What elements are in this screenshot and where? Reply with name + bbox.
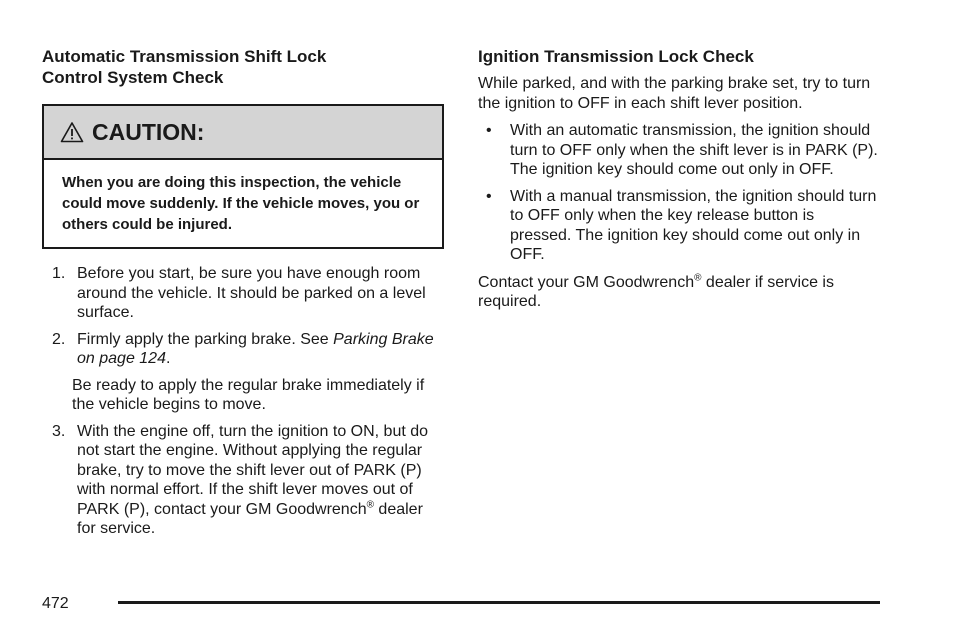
caution-box <box>42 104 444 249</box>
left-column <box>42 46 444 539</box>
intro-paragraph: While parked, and with the parking brake set, try to turn the ignition to OFF in each shift lever position. <box>478 75 871 112</box>
section-heading-ignition-lock: Ignition Transmission Lock Check <box>478 47 754 66</box>
bullet-glyph: • <box>486 187 492 205</box>
page-number: 472 <box>42 595 69 612</box>
heading-line-2: Control System Check <box>42 68 224 87</box>
contact-text: Contact your GM Goodwrench <box>478 273 695 291</box>
warning-triangle-icon <box>60 121 84 143</box>
right-column <box>478 46 878 312</box>
step-number: 3. <box>52 422 66 440</box>
step-text-end: . <box>165 350 171 367</box>
caution-header <box>44 106 442 160</box>
step-number: 1. <box>52 265 66 282</box>
step-text: Before you start, be sure you have enough room around the vehicle. It should be parked on a level surface. <box>77 265 426 321</box>
registered-mark: ® <box>366 499 374 511</box>
caution-text: When you are doing this inspection, the vehicle could move suddenly. If the vehicle moves, you or others could be injured. <box>62 174 420 233</box>
step-2-note: Be ready to apply the regular brake immediately if the vehicle begins to move. <box>72 376 425 413</box>
steps-list <box>42 264 444 539</box>
step-number: 2. <box>52 330 66 348</box>
contact-text-end: dealer if service is required. <box>478 273 834 310</box>
contact-paragraph <box>478 273 878 312</box>
caution-title: CAUTION: <box>92 118 205 145</box>
bullet-list <box>478 121 878 265</box>
registered-mark: ® <box>694 272 702 284</box>
step-text-end: dealer for service. <box>77 500 423 537</box>
step-3 <box>42 422 444 539</box>
bullet-glyph: • <box>486 122 492 139</box>
step-text: With the engine off, turn the ignition to ON, but do not start the engine. Without applying the regular brake, try to move the shift lever out of PARK (P) with normal effort. If the shift lever moves out of PARK (P), contact your GM Goodwrench <box>77 422 429 518</box>
step-2 <box>42 330 444 369</box>
bullet-item <box>478 121 878 180</box>
bullet-item <box>478 187 878 265</box>
cross-reference-link[interactable]: Parking Brake on page 124 <box>77 330 434 367</box>
heading-line-1: Automatic Transmission Shift Lock <box>42 47 327 66</box>
bullet-text: With an automatic transmission, the ignition should turn to OFF only when the shift lever is in PARK (P). The ignition key should come out only in OFF. <box>510 122 878 178</box>
footer-divider <box>118 601 880 604</box>
section-heading-shift-lock <box>42 46 444 88</box>
step-1 <box>42 264 444 323</box>
step-text: Firmly apply the parking brake. See <box>77 330 334 348</box>
bullet-text: With a manual transmission, the ignition should turn to OFF only when the key release button is pressed. The ignition key should come out only in OFF. <box>510 187 877 263</box>
